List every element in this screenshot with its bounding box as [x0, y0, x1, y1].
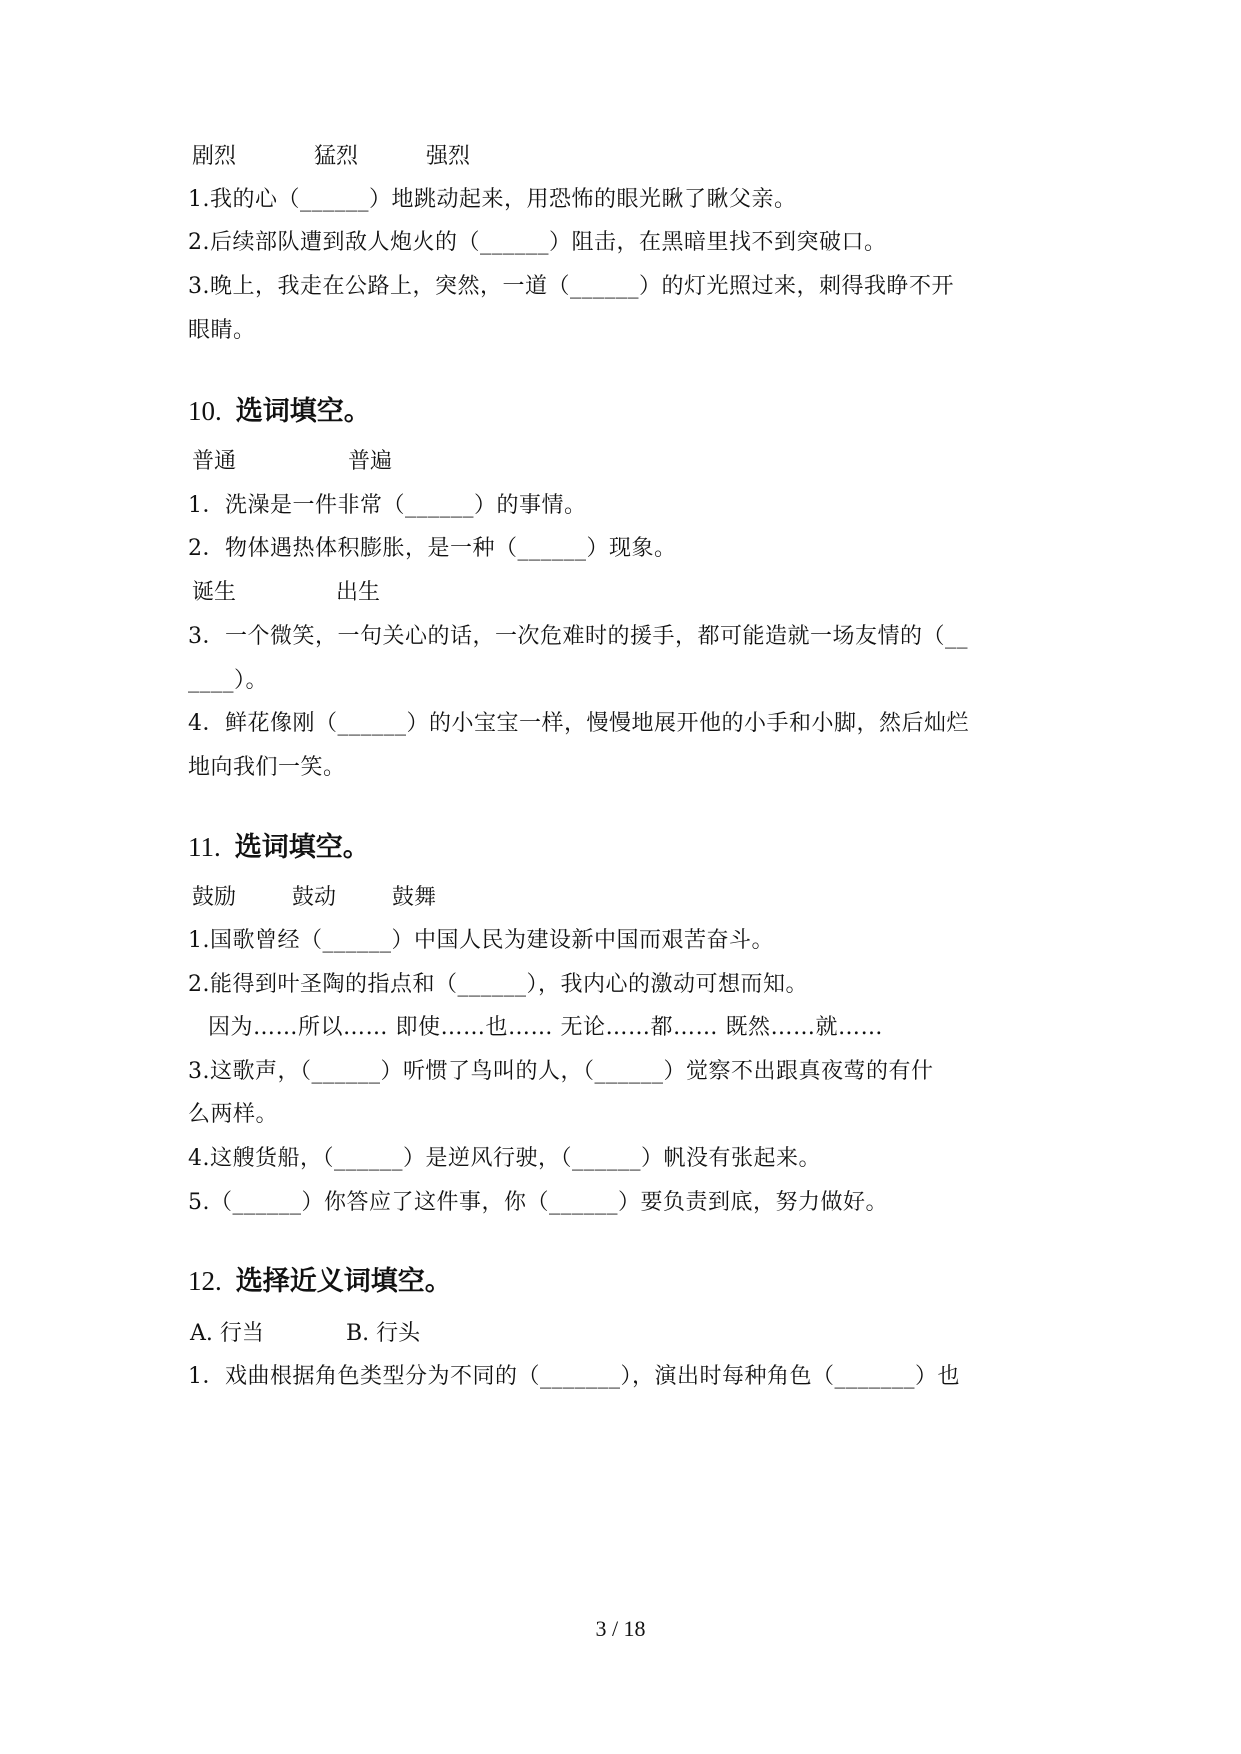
question-item: 3.这歌声，（______）听惯了鸟叫的人，（______）觉察不出跟真夜莺的有什 — [188, 1059, 934, 1084]
option-b: B. 行头 — [346, 1321, 421, 1346]
word-choices-row — [192, 142, 592, 172]
question-item: 4.这艘货船，（______）是逆风行驶，（______）帆没有张起来。 — [188, 1146, 821, 1171]
question-item: 5.（______）你答应了这件事，你（______）要负责到底，努力做好。 — [188, 1190, 888, 1215]
question-item: 1．戏曲根据角色类型分为不同的（_______），演出时每种角色（_______）也 — [188, 1364, 960, 1389]
question-item: 2.能得到叶圣陶的指点和（______），我内心的激动可想而知。 — [188, 972, 808, 997]
word-choices-row — [192, 883, 592, 913]
question-item: 1.国歌曾经（______）中国人民为建设新中国而艰苦奋斗。 — [188, 928, 774, 953]
question-item-continuation: 地向我们一笑。 — [188, 755, 346, 780]
question-heading-11 — [188, 829, 370, 866]
question-item: 3.晚上，我走在公路上，突然，一道（______）的灯光照过来，刺得我睁不开 — [188, 274, 954, 299]
word-choice: 普通 — [192, 449, 237, 474]
word-choice: 诞生 — [192, 580, 237, 605]
question-item-continuation: 么两样。 — [188, 1102, 279, 1127]
word-choice: 鼓动 — [292, 885, 337, 910]
question-item-continuation: 眼睛。 — [188, 318, 256, 343]
word-choices-row — [192, 447, 592, 477]
option-a: A. 行当 — [190, 1321, 264, 1346]
question-heading-10 — [188, 393, 371, 430]
question-item: 1.我的心（______）地跳动起来，用恐怖的眼光瞅了瞅父亲。 — [188, 187, 797, 212]
question-title: 选词填空。 — [235, 396, 371, 427]
word-choices-row — [192, 578, 592, 608]
question-title: 选择近义词填空。 — [235, 1266, 452, 1297]
question-number: 10. — [188, 396, 222, 426]
word-choice: 出生 — [336, 580, 381, 605]
question-item-continuation: ____）。 — [188, 668, 269, 693]
page-number: 3 / 18 — [595, 1616, 646, 1641]
question-item: 1．洗澡是一件非常（______）的事情。 — [188, 493, 587, 518]
question-title: 选词填空。 — [234, 832, 370, 863]
question-number: 12. — [188, 1266, 222, 1296]
question-number: 11. — [188, 832, 221, 862]
question-item: 2.后续部队遭到敌人炮火的（______）阻击，在黑暗里找不到突破口。 — [188, 230, 887, 255]
word-choices-row — [190, 1319, 590, 1349]
question-item: 4．鲜花像刚（______）的小宝宝一样，慢慢地展开他的小手和小脚，然后灿烂 — [188, 711, 969, 736]
word-choice: 鼓励 — [192, 885, 237, 910]
question-item: 3．一个微笑，一句关心的话，一次危难时的援手，都可能造就一场友情的（__ — [188, 624, 968, 649]
question-item: 2．物体遇热体积膨胀，是一种（______）现象。 — [188, 536, 677, 561]
word-choice: 普遍 — [348, 449, 393, 474]
word-choice: 强烈 — [426, 144, 471, 169]
word-choice: 猛烈 — [314, 144, 359, 169]
conjunction-choices: 因为……所以…… 即使……也…… 无论……都…… 既然……就…… — [208, 1015, 883, 1040]
word-choice: 鼓舞 — [392, 885, 437, 910]
question-heading-12 — [188, 1263, 452, 1300]
word-choice: 剧烈 — [192, 144, 237, 169]
